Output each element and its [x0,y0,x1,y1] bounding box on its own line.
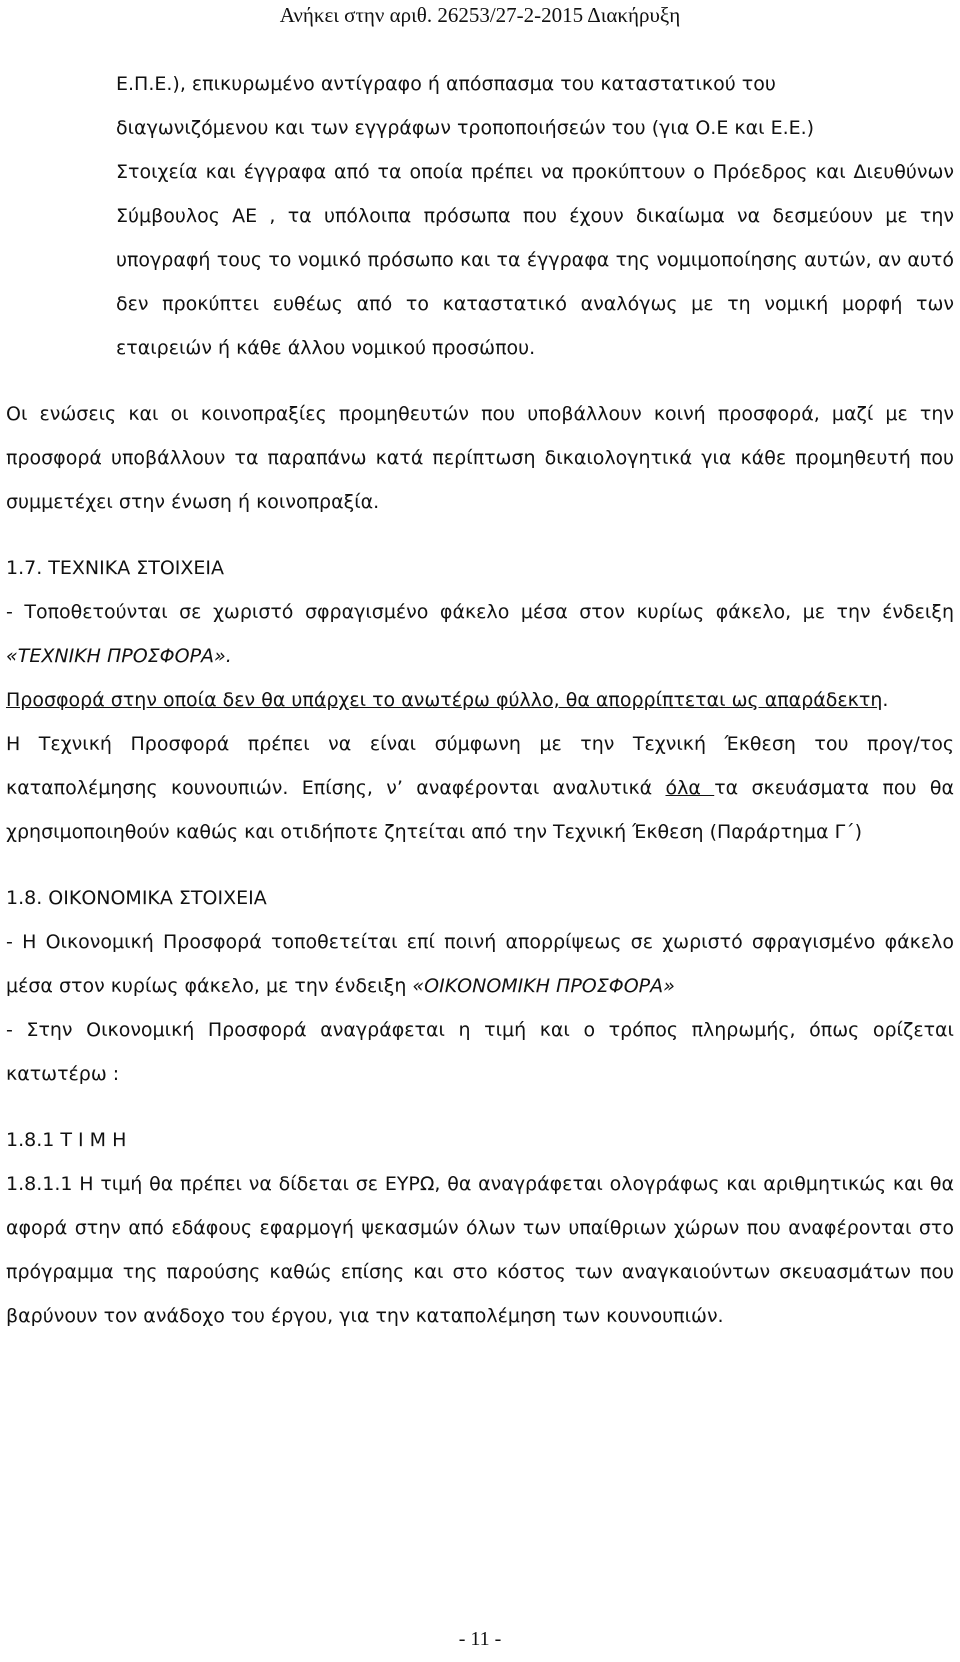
technical-p3-a: Η Τεχνική Προσφορά πρέπει να είναι σύμφωνη με την Τεχνική Έκθεση του προγ/τος καταπολέμησης κουνουπιών. Επίσης, ν’ αναφέρονται αναλυτικά [6,733,954,799]
document-body [6,62,954,1338]
financial-offer-label: «ΟΙΚΟΝΟΜΙΚΗ ΠΡΟΣΦΟΡΑ» [412,975,675,997]
price-heading: 1.8.1 Τ Ι Μ Η [6,1129,127,1151]
financial-heading: 1.8. ΟΙΚΟΝΟΜΙΚΑ ΣΤΟΙΧΕΙΑ [6,887,267,909]
attachment-line-1: Ε.Π.Ε.), επικυρωμένο αντίγραφο ή απόσπασμα του καταστατικού του [116,73,776,95]
financial-paragraph-2: - Στην Οικονομική Προσφορά αναγράφεται η τιμή και ο τρόπος πληρωμής, όπως ορίζεται κατωτέρω : [6,1019,954,1085]
technical-heading: 1.7. ΤΕΧΝΙΚΑ ΣΤΟΙΧΕΙΑ [6,557,225,579]
technical-p1-text: - Τοποθετούνται σε χωριστό σφραγισμένο φάκελο μέσα στον κυρίως φάκελο, με την ένδειξη [6,601,954,623]
financial-p1-text: - Η Οικονομική Προσφορά τοποθετείται επί ποινή απορρίψεως σε χωριστό σφραγισμένο φάκελο μέσα στον κυρίως φάκελο, με την ένδειξη [6,931,954,997]
technical-paragraph-2 [6,678,954,722]
page-number: - 11 - [458,1628,502,1650]
attachment-line-2: διαγωνιζόμενου και των εγγράφων τροποποιήσεών του (για Ο.Ε και Ε.Ε.) [116,117,815,139]
technical-paragraph-1 [6,590,954,678]
financial-paragraph-1 [6,920,954,1008]
technical-paragraph-3 [6,722,954,854]
price-paragraph: 1.8.1.1 Η τιμή θα πρέπει να δίδεται σε ΕΥΡΩ, θα αναγράφεται ολογράφως και αριθμητικώς και θα αφορά στην από εδάφους εφαρμογή ψεκασμών όλων των υπαίθριων χώρων που αναφέρονται στο πρόγραμμα της παρούσης καθώς επίσης και στο κόστος των αναγκαιούντων σκευασμάτων που βαρύνουν τον ανάδοχο του έργου, για την καταπολέμηση των κουνουπιών. [6,1173,954,1327]
page-header: Ανήκει στην αριθ. 26253/27-2-2015 Διακήρυξη [279,3,681,27]
technical-p3-underlined: όλα [665,777,715,799]
technical-offer-label: «ΤΕΧΝΙΚΗ ΠΡΟΣΦΟΡΑ». [6,645,232,667]
rejection-warning-end: . [882,689,889,711]
technical-p3-b: τα σκευάσματα που θα χρησιμοποιηθούν καθώς και οτιδήποτε ζητείται από την Τεχνική Έκθεση (Παράρτημα Γ΄) [6,777,955,843]
attachment-line-3: Στοιχεία και έγγραφα από τα οποία πρέπει να προκύπτουν ο Πρόεδρος και Διευθύνων Σύμβουλος ΑΕ , τα υπόλοιπα πρόσωπα που έχουν δικαίωμα να δεσμεύουν με την υπογραφή τους το νομικό πρόσωπο και τα έγγραφα της νομιμοποίησης αυτών, αν αυτό δεν προκύπτει ευθέως από το καταστατικό αναλόγως με τη νομική μορφή των εταιρειών ή κάθε άλλου νομικού προσώπου. [116,161,954,359]
rejection-warning: Προσφορά στην οποία δεν θα υπάρχει το ανωτέρω φύλλο, θα απορρίπτεται ως απαράδεκτη [6,689,883,711]
joint-ventures-paragraph: Οι ενώσεις και οι κοινοπραξίες προμηθευτών που υποβάλλουν κοινή προσφορά, μαζί με την προσφορά υποβάλλουν τα παραπάνω κατά περίπτωση δικαιολογητικά για κάθε προμηθευτή που συμμετέχει στην ένωση ή κοινοπραξία. [6,403,954,513]
